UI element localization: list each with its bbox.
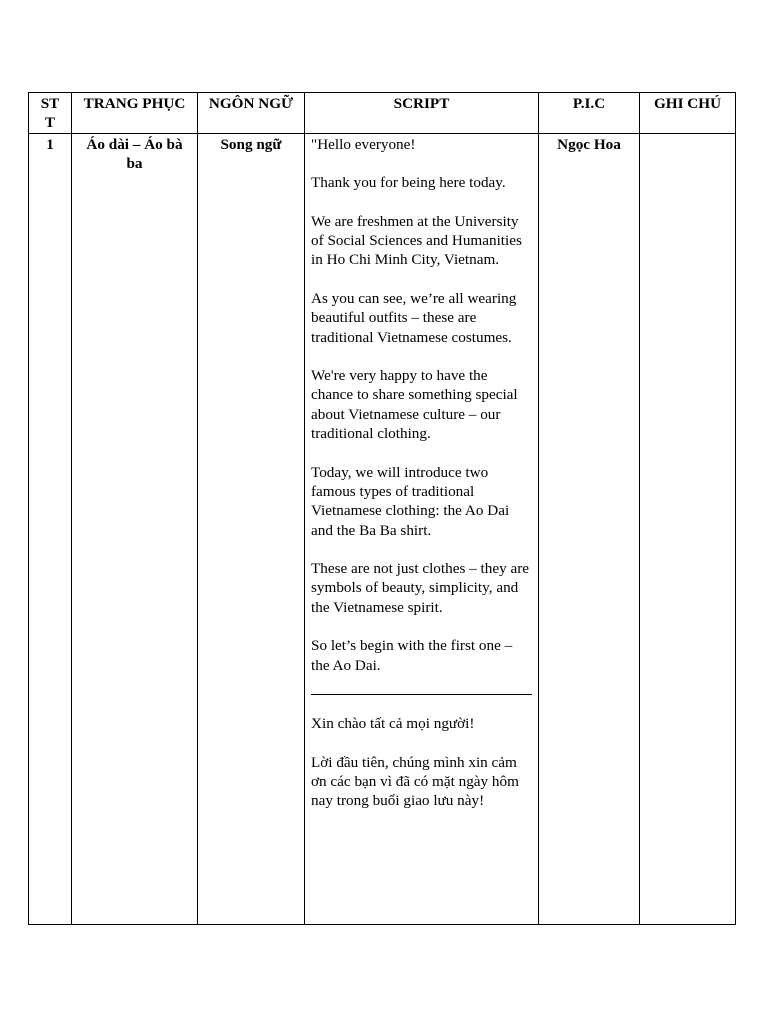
cell-note xyxy=(640,133,736,924)
script-paragraph: As you can see, we’re all wearing beautiful outfits – these are traditional Vietnamese costumes. xyxy=(311,289,517,346)
header-script: SCRIPT xyxy=(305,93,539,134)
script-paragraph-vi: Xin chào tất cả mọi người! xyxy=(311,715,475,733)
cell-stt: 1 xyxy=(29,133,72,924)
script-paragraph: Today, we will introduce two famous types of traditional Vietnamese clothing: the Ao Dai and the Ba Ba shirt. xyxy=(311,463,510,539)
header-costume: TRANG PHỤC xyxy=(72,93,198,134)
cell-script xyxy=(305,133,539,924)
script-paragraph: We're very happy to have the chance to share something special about Vietnamese culture – our traditional clothing. xyxy=(311,367,518,443)
cell-language: Song ngữ xyxy=(198,133,305,924)
header-note: GHI CHÚ xyxy=(640,93,736,134)
header-pic: P.I.C xyxy=(539,93,640,134)
script-paragraph: These are not just clothes – they are symbols of beauty, simplicity, and the Vietnamese spirit. xyxy=(311,560,530,616)
script-paragraph-vi: Lời đầu tiên, chúng mình xin cảm ơn các bạn vì đã có mặt ngày hôm nay trong buổi giao lưu này! xyxy=(311,753,519,810)
cell-pic: Ngọc Hoa xyxy=(539,133,640,924)
header-stt: ST T xyxy=(29,93,72,134)
cell-costume: Áo dài – Áo bà ba xyxy=(72,133,198,924)
script-paragraph: Thank you for being here today. xyxy=(311,174,506,192)
table-header-row xyxy=(29,93,736,134)
script-paragraph: So let’s begin with the first one – the Ao Dai. xyxy=(311,637,513,674)
language-divider xyxy=(311,675,532,695)
table-row xyxy=(29,133,736,924)
script-paragraph: "Hello everyone! xyxy=(311,135,416,153)
script-paragraph: We are freshmen at the University of Social Sciences and Humanities in Ho Chi Minh City, Vietnam. xyxy=(311,212,522,269)
script-table xyxy=(28,92,736,925)
header-language: NGÔN NGỮ xyxy=(198,93,305,134)
